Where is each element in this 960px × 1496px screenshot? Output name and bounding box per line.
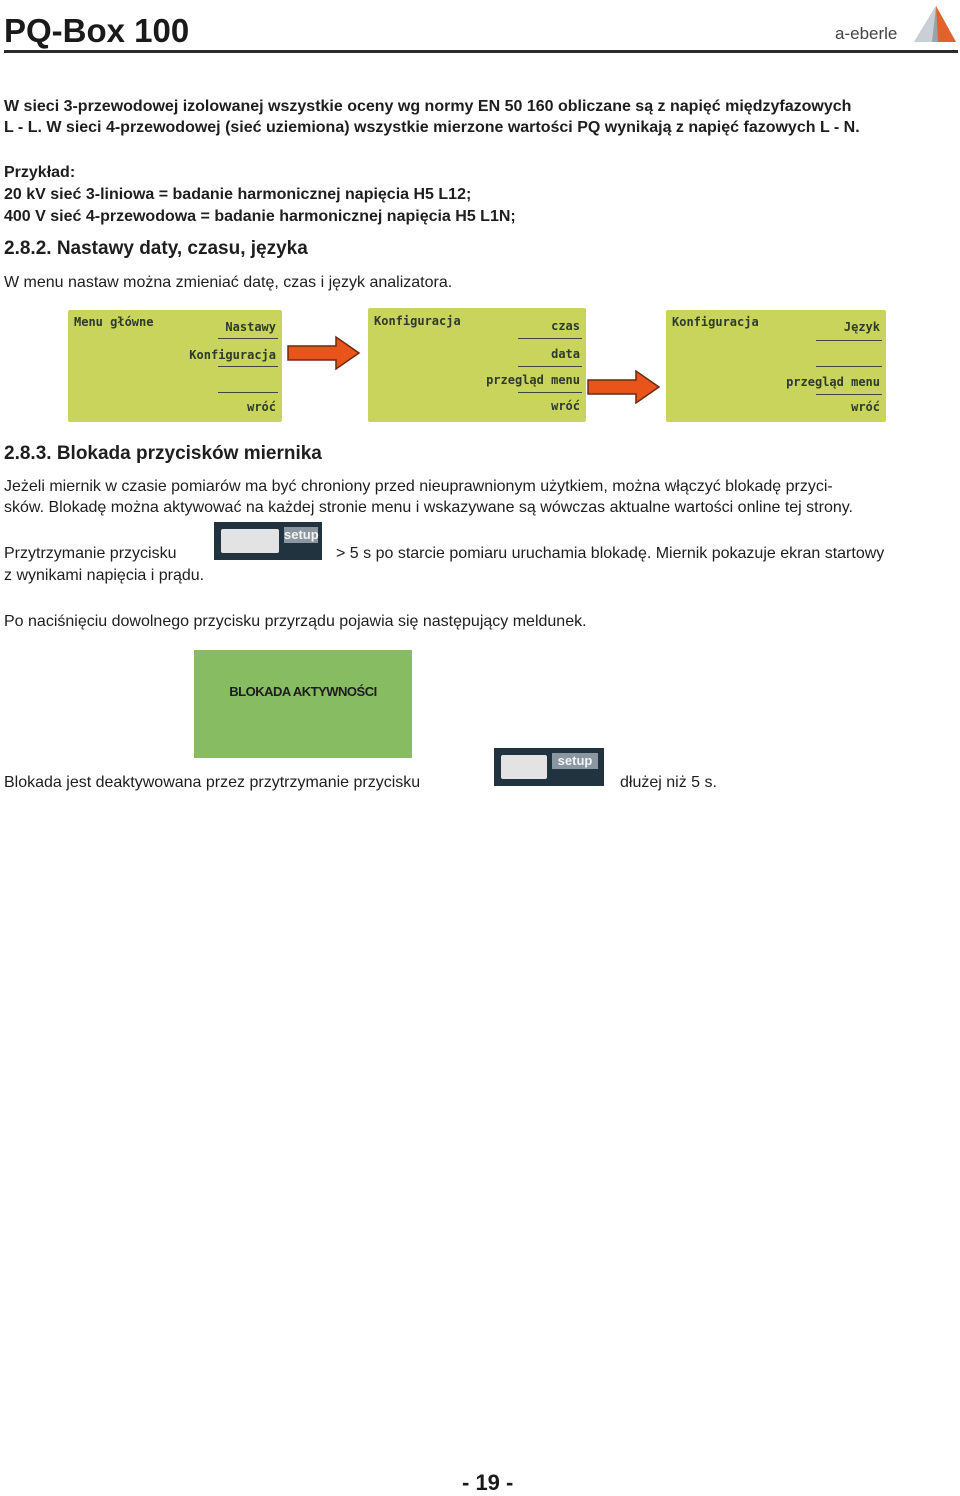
- setup-button[interactable]: [214, 522, 322, 560]
- setup-key-face: [221, 529, 279, 553]
- lcd-divider: [218, 392, 278, 393]
- lcd-divider: [518, 366, 582, 367]
- header-rule: [4, 50, 958, 53]
- lcd-title: Konfiguracja: [374, 314, 461, 328]
- deactivate-text-before: Blokada jest deaktywowana przez przytrzymanie przycisku: [4, 774, 421, 791]
- lcd-divider: [518, 338, 582, 339]
- setup-button-label: setup: [284, 527, 319, 542]
- lcd-item-menu-overview: przegląd menu: [486, 373, 580, 387]
- intro-line-2: L - L. W sieci 4-przewodowej (sieć uziemiona) wszystkie mierzone wartości PQ wynikają z napięć fazowych L - N.: [4, 119, 860, 136]
- lcd-divider: [218, 338, 278, 339]
- lcd-divider: [816, 366, 882, 367]
- lcd-back: wróć: [851, 400, 880, 414]
- section-282-text: W menu nastaw można zmieniać datę, czas i język analizatora.: [4, 274, 453, 291]
- deactivate-text-after: dłużej niż 5 s.: [620, 774, 717, 791]
- section-283-heading: 2.8.3. Blokada przycisków miernika: [4, 443, 322, 464]
- intro-line-1: W sieci 3-przewodowej izolowanej wszystkie oceny wg normy EN 50 160 obliczane są z napięć międzyfazowych: [4, 98, 852, 115]
- lcd-back: wróć: [247, 400, 276, 414]
- section-283-line-1: Jeżeli miernik w czasie pomiarów ma być chroniony przed nieuprawnionym użytkiem, można włączyć blokadę przyci-: [4, 478, 833, 495]
- press-text: Po naciśnięciu dowolnego przycisku przyrządu pojawia się następujący meldunek.: [4, 613, 587, 630]
- lcd-divider: [218, 366, 278, 367]
- section-282-heading: 2.8.2. Nastawy daty, czasu, języka: [4, 238, 308, 259]
- lcd-item-language: Język: [843, 320, 880, 334]
- lcd-back: wróć: [551, 399, 580, 413]
- lock-message-screen: [194, 650, 412, 758]
- hold-text-after: > 5 s po starcie pomiaru uruchamia blokadę. Miernik pokazuje ekran startowy: [336, 545, 885, 562]
- lock-message: BLOKADA AKTYWNOŚCI: [229, 684, 377, 699]
- page-number: - 19 -: [462, 1470, 514, 1495]
- lcd-screen-main-menu: [68, 310, 282, 422]
- lcd-title: Konfiguracja: [672, 315, 759, 329]
- lcd-divider: [816, 394, 882, 395]
- lcd-item-configuration: Konfiguracja: [189, 348, 276, 362]
- brand-logo-icon: [908, 2, 960, 46]
- setup-button[interactable]: [494, 748, 604, 786]
- setup-button-label: setup: [552, 753, 598, 769]
- lcd-item-time: czas: [551, 319, 580, 333]
- lcd-divider: [518, 392, 582, 393]
- lcd-screen-configuration: [368, 308, 586, 422]
- setup-key-face: [501, 755, 547, 779]
- example-line-1: 20 kV sieć 3-liniowa = badanie harmonicznej napięcia H5 L12;: [4, 186, 472, 203]
- page-title: PQ-Box 100: [4, 12, 190, 49]
- hold-text-line-2: z wynikami napięcia i prądu.: [4, 567, 205, 584]
- section-283-line-2: sków. Blokadę można aktywować na każdej stronie menu i wskazywane są wówczas aktualne wartości online tej strony.: [4, 499, 853, 516]
- arrow-right-icon: [586, 368, 662, 406]
- lcd-title: Menu główne: [74, 315, 154, 329]
- hold-text-before: Przytrzymanie przycisku: [4, 545, 177, 562]
- lcd-divider: [816, 340, 882, 341]
- lcd-item-settings: Nastawy: [225, 320, 276, 334]
- lcd-item-menu-overview: przegląd menu: [786, 375, 880, 389]
- example-line-2: 400 V sieć 4-przewodowa = badanie harmonicznej napięcia H5 L1N;: [4, 208, 516, 225]
- lcd-item-date: data: [551, 347, 580, 361]
- example-label: Przykład:: [4, 164, 76, 181]
- arrow-right-icon: [286, 334, 362, 372]
- lcd-screen-language: [666, 310, 886, 422]
- brand-name: a-eberle: [835, 24, 898, 43]
